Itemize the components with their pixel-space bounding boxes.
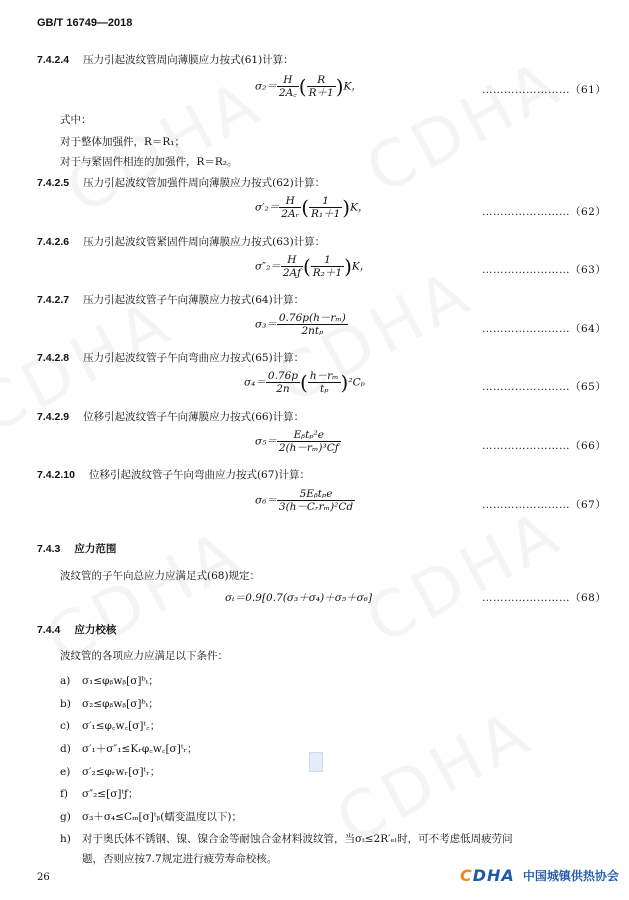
equation-65: σ₄＝ $\frac{0.76p}{2n}$ ( $\frac{\text{h－rₘ}}{\text{tₚ}}$ )²Cₚ	[244, 370, 365, 395]
clause-7-4-2-5: 7.4.2.5 压力引起波纹管加强件周向薄膜应力按式(62)计算：	[37, 177, 326, 189]
clause-7-4-2-8: 7.4.2.8 压力引起波纹管子午向弯曲应力按式(65)计算：	[37, 352, 305, 364]
condition-f: f) σ″₂≤[σ]ᵗƒ；	[60, 788, 139, 800]
equation-66: σ₅＝ $\frac{\text{Eᵦtₚ²e}}{\text{2(h－rₘ)³Cƒ}}$	[255, 429, 339, 454]
equation-number-67: ……………………（67）	[482, 499, 607, 511]
watermark	[355, 495, 575, 659]
where-line-1: 对于整体加强件，R＝R₁；	[60, 136, 186, 148]
condition-a: a) σ₁≤φᵦwᵦ[σ]ᵇₜ；	[60, 675, 159, 687]
condition-e: e) σ′₂≤φᵣwᵣ[σ]ᵗᵣ；	[60, 766, 161, 778]
where-label: 式中：	[60, 114, 92, 126]
section-7-4-4: 7.4.4 应力校核	[37, 624, 117, 636]
section-7-4-3: 7.4.3 应力范围	[37, 543, 117, 555]
equation-number-61: ……………………（61）	[482, 84, 607, 96]
where-line-2: 对于与紧固件相连的加强件，R＝R₂。	[60, 156, 238, 168]
equation-number-66: ……………………（66）	[482, 440, 607, 452]
condition-c: c) σ′₁≤φ꜀w꜀[σ]ᵗ꜀；	[60, 720, 161, 732]
clause-7-4-2-6: 7.4.2.6 压力引起波纹管紧固件周向薄膜应力按式(63)计算：	[37, 236, 326, 248]
clause-7-4-2-7: 7.4.2.7 压力引起波纹管子午向薄膜应力按式(64)计算：	[37, 294, 305, 306]
standard-code: GB/T	[37, 17, 64, 29]
condition-d: d) σ′₁＋σ″₁≤Kᵣφ꜀w꜀[σ]ᵗᵣ；	[60, 743, 198, 755]
standard-number: 16749—2018	[66, 17, 133, 29]
condition-h: h) 对于奥氏体不锈钢、镍、镍合金等耐蚀合金材料波纹管，当σₜ≤2R′ₑₗ时，可不考虑低周疲劳问	[60, 833, 513, 845]
equation-68: σₜ＝0.9[0.7(σ₃＋σ₄)＋σ₅＋σ₆]	[225, 592, 373, 604]
equation-number-65: ……………………（65）	[482, 381, 607, 393]
equation-67: σ₆＝ $\frac{\text{5Eᵦtₚe}}{\text{3(h－Cᵣrₘ)²Cd}}$	[255, 488, 354, 513]
condition-h-continued: 题，否则应按7.7规定进行疲劳寿命校核。	[82, 853, 278, 865]
equation-61: σ₂＝ $\frac{H}{2A꜀}$ ( $\frac{R}{R+1}$ )K，	[255, 74, 362, 99]
para-7-4-3: 波纹管的子午向总应力应满足式(68)规定：	[60, 570, 261, 582]
watermark	[355, 45, 575, 209]
para-7-4-4: 波纹管的各项应力应满足以下条件：	[60, 650, 228, 662]
clause-7-4-2-10: 7.4.2.10 位移引起波纹管子午向弯曲应力按式(67)计算：	[37, 469, 311, 481]
association-logo	[460, 866, 619, 885]
equation-63: σ″₂＝ $\frac{H}{2Aƒ}$ ( $\frac{1}{\text{R₂＋1}}$ )K，	[255, 254, 371, 279]
standard-header	[37, 17, 132, 29]
clause-7-4-2-9: 7.4.2.9 位移引起波纹管子午向薄膜应力按式(66)计算：	[37, 411, 305, 423]
equation-number-64: ……………………（64）	[482, 323, 607, 335]
equation-number-62: ……………………（62）	[482, 206, 607, 218]
page-number: 26	[37, 872, 50, 883]
equation-64: σ₃＝ $\frac{\text{0.76p(h－rₘ)}}{\text{2ntₚ}}$	[255, 312, 346, 337]
clause-7-4-2-4: 7.4.2.4 压力引起波纹管周向薄膜应力按式(61)计算：	[37, 54, 294, 66]
equation-number-63: ……………………（63）	[482, 264, 607, 276]
logo-org-name: 中国城镇供热协会	[522, 869, 619, 883]
logo-mark: CDHA	[460, 866, 515, 885]
condition-b: b) σ₂≤φᵦwᵦ[σ]ᵇₜ；	[60, 698, 159, 710]
watermark	[0, 285, 185, 449]
equation-62: σ′₂＝ $\frac{H}{\text{2Aᵣ}}$ ( $\frac{1}{\text{R₁＋1}}$ )K，	[255, 195, 369, 220]
condition-g: g) σ₃＋σ₄≤Cₘ[σ]ᵗᵦ(蠕变温度以下)；	[60, 811, 242, 823]
equation-number-68: ……………………（68）	[482, 592, 607, 604]
scan-mark	[309, 752, 323, 772]
